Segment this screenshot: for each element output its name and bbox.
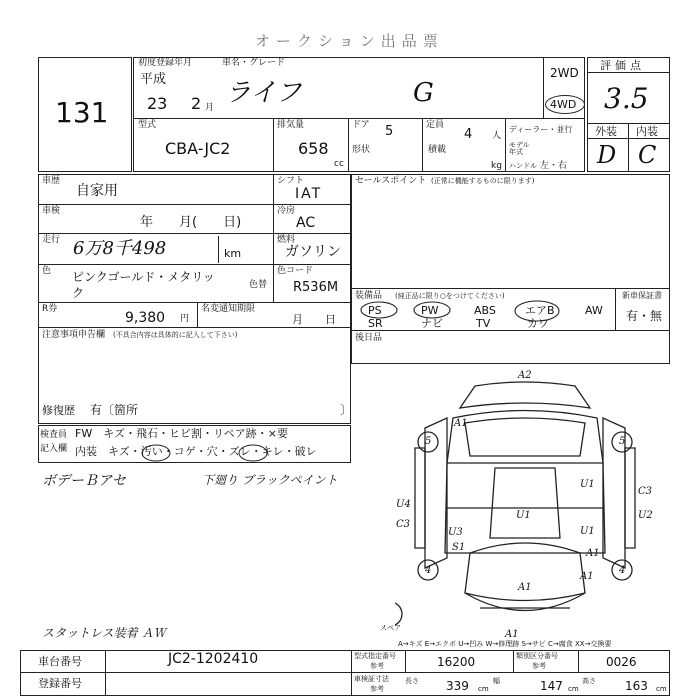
type-designation-label: 型式指定番号: [354, 652, 396, 660]
color-line1: ピンクゴールド・メタリッ: [72, 270, 215, 284]
color-line2: ク: [72, 286, 85, 300]
reg-month-unit: 月: [205, 103, 215, 113]
type-designation-sub: 参考: [370, 662, 384, 670]
dm-u2: U2: [638, 510, 653, 521]
drive-2wd: 2WD: [550, 66, 579, 80]
equip-r2-3: カワ: [527, 317, 549, 330]
model-label: 型式: [138, 120, 157, 130]
inspection-label: 車検: [42, 206, 61, 216]
length-unit: cm: [478, 685, 489, 693]
handle-label: ハンドル: [509, 162, 537, 170]
repair-value: 有〔箇所: [90, 403, 139, 417]
dimensions-label: 車検証寸法: [354, 675, 389, 683]
aircon-value: AC: [296, 215, 316, 231]
equipment-label: 装備品: [355, 291, 383, 301]
exterior-label: 外装: [595, 125, 617, 138]
mileage-value: 6万8千498: [73, 238, 167, 259]
dealer-label: ディーラー・並行: [509, 125, 573, 134]
dimensions-sub: 参考: [370, 685, 384, 693]
equip-r1-4: AW: [585, 304, 603, 317]
equip-r2-1: ナビ: [421, 317, 443, 330]
name-change-value: 月 日: [292, 313, 336, 326]
dm-top: A2: [518, 370, 532, 381]
evaluation-score: 3.5: [604, 82, 649, 115]
evaluation-label: 評価点: [600, 59, 645, 72]
aircon-label: 冷房: [277, 206, 296, 216]
repair-label: 修復歴: [42, 404, 75, 417]
dm-s1: S1: [452, 542, 466, 553]
capacity-label: 定員: [426, 120, 445, 130]
displacement-unit: cc: [334, 159, 344, 169]
mileage-unit: km: [224, 247, 242, 260]
equipment-circles: [351, 288, 615, 330]
height-label: 高さ: [582, 677, 596, 685]
dm-u3: U3: [448, 527, 463, 538]
displacement-label: 排気量: [277, 120, 305, 130]
length-label: 長さ: [405, 677, 419, 685]
dm-u1b: U1: [516, 510, 531, 521]
equip-r1-2: ABS: [474, 304, 496, 317]
car-diagram: [395, 378, 665, 638]
note-body: ボデーＢアセ: [42, 473, 126, 489]
sales-point-sub: (正常に機能するものに限ります): [431, 177, 535, 185]
dm-cross2: 5: [619, 436, 626, 447]
registration-label: 登録番号: [38, 677, 82, 690]
first-registration-label: 初度登録年月: [138, 58, 193, 68]
shift-value: IAT: [295, 186, 323, 202]
load-unit: kg: [491, 161, 502, 171]
class-number-sub: 参考: [532, 662, 546, 670]
color-change-label: 色替: [249, 280, 268, 290]
reg-year: 23: [147, 94, 168, 113]
inspector-circles: [38, 425, 351, 463]
dm-c3a: C3: [638, 486, 653, 497]
vehicle-info-box: [38, 174, 351, 424]
fuel-value: ガソリン: [285, 244, 341, 260]
dm-cross4: 4: [619, 565, 626, 576]
height-value: 163: [625, 679, 648, 693]
recycle-unit: 円: [180, 314, 190, 324]
inspector-label2: 記入欄: [40, 444, 68, 454]
equipment-sub: (純正品に限り○をつけてください): [395, 292, 505, 300]
color-code-value: R536M: [293, 280, 339, 295]
width-unit: cm: [568, 685, 579, 693]
recycle-label: R券: [42, 304, 58, 314]
header-text: オークション出品票: [255, 32, 444, 50]
equip-r2-2: TV: [476, 317, 491, 330]
width-value: 147: [540, 679, 563, 693]
fuel-label: 燃料: [277, 235, 296, 245]
recycle-value: 9,380: [125, 310, 166, 326]
car-name: ライフ: [225, 78, 302, 108]
model-value: CBA-JC2: [165, 139, 231, 158]
displacement-value: 658: [298, 139, 329, 158]
dm-u1a: U1: [580, 479, 595, 490]
sales-point-label: セールスポイント: [355, 176, 427, 186]
chassis-label: 車台番号: [38, 655, 82, 668]
dm-cross1: 5: [425, 436, 432, 447]
doors-value: 5: [385, 124, 394, 139]
equip-r1-0: PS: [368, 304, 382, 317]
mileage-label: 走行: [42, 235, 61, 245]
notes-sub: (不具合内容は具体的に記入して下さい): [113, 331, 238, 339]
capacity-unit: 人: [492, 131, 502, 141]
dm-u1c: U1: [580, 526, 595, 537]
reg-month: 2: [191, 94, 202, 113]
interior-grade: C: [638, 141, 657, 169]
load-label: 積載: [428, 145, 447, 155]
shift-label: シフト: [277, 176, 305, 186]
height-unit: cm: [656, 685, 667, 693]
class-number-label: 類別区分番号: [516, 652, 558, 660]
interior-label: 内装: [636, 125, 658, 138]
note-studless: スタットレス装着 ＡＷ: [42, 626, 166, 640]
notes-label: 注意事項申告欄: [42, 330, 106, 340]
dm-a1b: A1: [580, 571, 594, 582]
shape-label: 形状: [352, 145, 371, 155]
equip-r2-0: SR: [368, 317, 383, 330]
inspection-value: 年 月( 日): [140, 215, 242, 230]
equip-r1-3: エアB: [525, 304, 555, 317]
car-grade: G: [413, 78, 434, 108]
dm-front-left: A1: [454, 418, 468, 429]
dm-a1a: A1: [586, 548, 600, 559]
era: 平成: [140, 72, 167, 87]
sales-box: [351, 174, 670, 364]
class-number-value: 0026: [606, 655, 637, 669]
width-label: 幅: [493, 677, 500, 685]
name-change-label: 名変通知期限: [201, 304, 256, 314]
dm-a1c: A1: [518, 582, 532, 593]
type-designation-value: 16200: [437, 655, 476, 669]
lot-number: 131: [55, 96, 109, 129]
car-name-label: 車名・グレード: [222, 58, 286, 68]
warranty-value: 有・無: [626, 309, 663, 323]
color-code-label: 色コード: [277, 266, 314, 276]
capacity-value: 4: [464, 127, 473, 142]
dm-u4: U4: [396, 499, 411, 510]
legend: A→キズ E→エクボ U→凹み W→修理跡 S→サビ C→腐食 XX→交換要: [398, 640, 612, 648]
dm-cross3: 4: [425, 565, 432, 576]
drive-4wd: 4WD: [550, 98, 577, 111]
repair-close: 〕: [340, 403, 353, 417]
color-label: 色: [42, 266, 52, 276]
exterior-grade: D: [597, 141, 617, 169]
doors-label: ドア: [352, 120, 370, 130]
equip-r1-1: PW: [421, 304, 439, 317]
inspector-line1: FW キズ・飛石・ヒビ割・リペア跡・×要: [75, 427, 288, 440]
length-value: 339: [446, 679, 469, 693]
inspector-label1: 検査員: [40, 430, 68, 440]
history-label: 車歴: [42, 176, 61, 186]
model-year-label: モデル年式: [509, 141, 530, 156]
dm-a1d: A1: [505, 629, 519, 640]
later-parts-label: 後日品: [355, 333, 383, 343]
dm-c3b: C3: [396, 519, 411, 530]
warranty-label: 新車保証書: [622, 291, 662, 300]
dm-spare: スペア: [380, 624, 401, 632]
handle-value: 左・右: [540, 161, 568, 171]
inspector-line2: 内装 キズ・汚い・コゲ・穴・ズレ・キレ・破レ: [75, 445, 317, 458]
chassis-value: JC2-1202410: [168, 651, 259, 667]
note-underside: 下廻り ブラックペイント: [202, 473, 338, 487]
history-value: 自家用: [76, 183, 118, 199]
